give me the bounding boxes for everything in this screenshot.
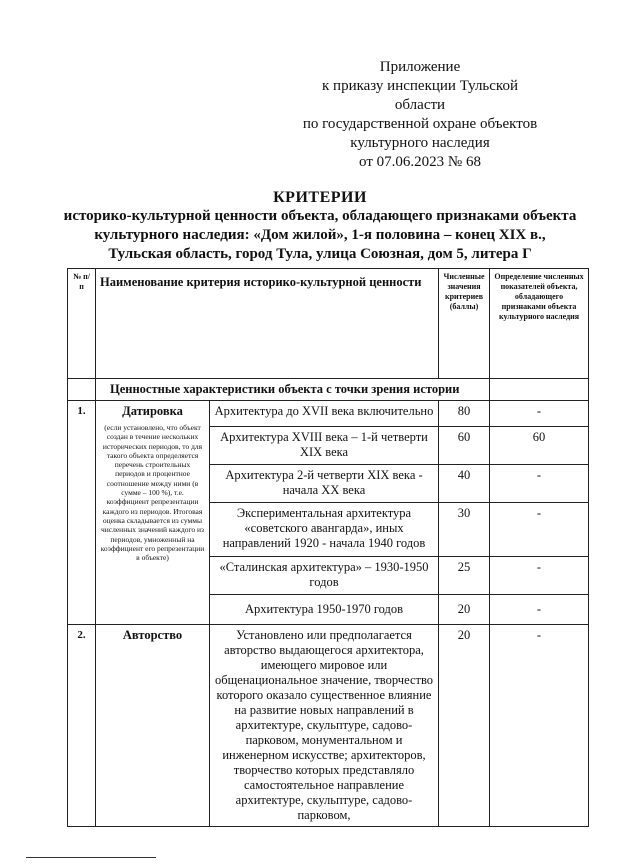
criteria-table bbox=[67, 268, 589, 827]
period-definition: - bbox=[490, 503, 589, 557]
section-empty-cell bbox=[68, 379, 96, 401]
period-score: 40 bbox=[439, 465, 490, 503]
period-definition: - bbox=[490, 557, 589, 595]
period-text: Архитектура 1950-1970 годов bbox=[210, 595, 439, 625]
period-score: 60 bbox=[439, 427, 490, 465]
criterion-name: Авторство bbox=[122, 628, 183, 642]
period-score: 25 bbox=[439, 557, 490, 595]
period-text: Архитектура XVIII века – 1-й четверти XIX века bbox=[210, 427, 439, 465]
section-title: Ценностные характеристики объекта с точки зрения истории bbox=[96, 379, 490, 401]
header-line: Приложение bbox=[379, 59, 461, 75]
criterion-definition: - bbox=[490, 625, 589, 827]
title-line: культурного наследия: «Дом жилой», 1-я половина – конец XIX в., bbox=[94, 227, 546, 243]
title-line: Тульская область, город Тула, улица Союзная, дом 5, литера Г bbox=[108, 246, 532, 262]
table-row bbox=[68, 625, 589, 827]
criterion-name: Датировка bbox=[122, 404, 183, 418]
period-score: 30 bbox=[439, 503, 490, 557]
table-row bbox=[68, 401, 589, 427]
header-score: Численные значения критериев (баллы) bbox=[439, 269, 490, 379]
period-definition: 60 bbox=[490, 427, 589, 465]
page-bottom-rule bbox=[26, 857, 156, 858]
criterion-number: 1. bbox=[68, 401, 96, 625]
title-line: историко-культурной ценности объекта, обладающего признаками объекта bbox=[63, 208, 577, 224]
criterion-note: (если установлено, что объект создан в течение нескольких исторических периодов, то для такого объекта определяется перечень строительных периодов и процентное соотношение между ними (в сумме – 100 %), т.е. коэффициент репрезентации каждого из периодов. Итоговая оценка складывается из суммы численных значений каждого из периодов, умноженный на коэффициент его репрезентации в объекте) bbox=[100, 423, 205, 563]
criterion-name-cell bbox=[96, 401, 210, 625]
section-row bbox=[68, 379, 589, 401]
header-line: к приказу инспекции Тульской области bbox=[322, 78, 518, 113]
period-score: 20 bbox=[439, 595, 490, 625]
header-name: Наименование критерия историко-культурной ценности bbox=[96, 269, 439, 379]
document-title bbox=[60, 188, 580, 264]
criterion-name-cell bbox=[96, 625, 210, 827]
criterion-text: Установлено или предполагается авторство выдающегося архитектора, имеющего мировое или общенациональное значение, творчество которого оказало существенное влияние на развитие новых направлений в архитектуре, скульптуре, садово-парковом, монументальном и инженерном искусстве; архитекторов, творчество которых представляло самостоятельное направление архитектуре, скульптуре, садово-парковом, bbox=[210, 625, 439, 827]
period-text: Архитектура 2-й четверти XIX века - начала XX века bbox=[210, 465, 439, 503]
period-text: Экспериментальная архитектура «советского авангарда», иных направлений 1920 - начала 1940 годов bbox=[210, 503, 439, 557]
header-line: культурного наследия bbox=[350, 135, 490, 151]
criterion-number: 2. bbox=[68, 625, 96, 827]
period-definition: - bbox=[490, 465, 589, 503]
table-header-row bbox=[68, 269, 589, 379]
appendix-header bbox=[300, 58, 540, 172]
period-score: 80 bbox=[439, 401, 490, 427]
header-definition: Определение численных показателей объекта, обладающего признаками объекта культурного наследия bbox=[490, 269, 589, 379]
header-num: № п/п bbox=[68, 269, 96, 379]
period-text: «Сталинская архитектура» – 1930-1950 годов bbox=[210, 557, 439, 595]
period-definition: - bbox=[490, 401, 589, 427]
period-text: Архитектура до XVII века включительно bbox=[210, 401, 439, 427]
header-line: от 07.06.2023 № 68 bbox=[359, 154, 481, 170]
section-empty-cell bbox=[490, 379, 589, 401]
header-line: по государственной охране объектов bbox=[302, 116, 538, 132]
criterion-score: 20 bbox=[439, 625, 490, 827]
title-main: КРИТЕРИИ bbox=[273, 189, 367, 206]
period-definition: - bbox=[490, 595, 589, 625]
